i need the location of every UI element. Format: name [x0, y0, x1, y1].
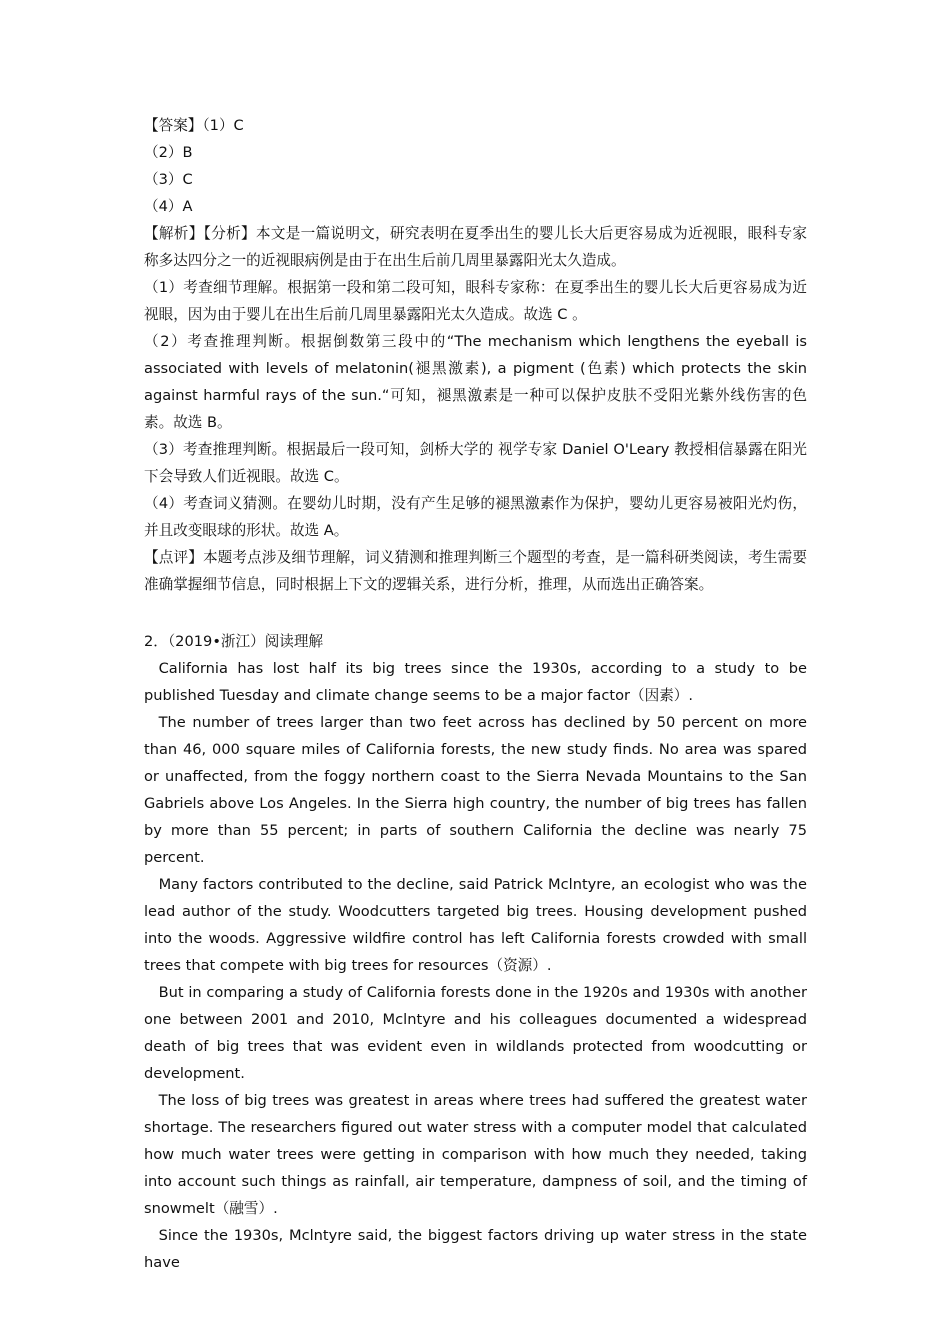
- analysis-item-1: （1）考查细节理解。根据第一段和第二段可知，眼科专家称：在夏季出生的婴儿长大后更容易成为近视眼，因为由于婴儿在出生后前几周里暴露阳光太久造成。故选 C 。: [144, 279, 807, 323]
- passage-paragraph-1: California has lost half its big trees since the 1930s, according to a study to be published Tuesday and climate change seems to be a major factor（因素）.: [144, 660, 807, 704]
- section-spacer: [144, 598, 807, 628]
- passage-paragraph-5: The loss of big trees was greatest in areas where trees had suffered the greatest water shortage. The researchers figured out water stress with a computer model that calculated how much water trees were getting in comparison with how much they needed, taking into account such things as rainfall, air temperature, dampness of soil, and the timing of snowmelt（融雪）.: [144, 1092, 807, 1217]
- analysis-paragraph: 【解析】【分析】本文是一篇说明文，研究表明在夏季出生的婴儿长大后更容易成为近视眼，眼科专家称多达四分之一的近视眼病例是由于在出生后前几周里暴露阳光太久造成。: [144, 225, 807, 269]
- analysis-item-4: （4）考查词义猜测。在婴幼儿时期，没有产生足够的褪黑激素作为保护，婴幼儿更容易被阳光灼伤，并且改变眼球的形状。故选 A。: [144, 495, 807, 539]
- question-heading: 2．（2019•浙江）阅读理解: [144, 633, 324, 650]
- passage-paragraph-2: The number of trees larger than two feet across has declined by 50 percent on more than 46, 000 square miles of California forests, the new study finds. No area was spared or unaffected, from the foggy northern coast to the Sierra Nevada Mountains to the San Gabriels above Los Angeles. In the Sierra high country, the number of big trees has fallen by more than 55 percent; in parts of southern California the decline was nearly 75 percent.: [144, 714, 807, 866]
- document-page: [144, 112, 807, 1276]
- answer-line-1: 【答案】（1）C: [144, 117, 244, 134]
- passage-paragraph-6: Since the 1930s, Mclntyre said, the biggest factors driving up water stress in the state have: [144, 1227, 807, 1271]
- passage-paragraph-3: Many factors contributed to the decline, said Patrick Mclntyre, an ecologist who was the lead author of the study. Woodcutters targeted big trees. Housing development pushed into the woods. Aggressive wildfire control has left California forests crowded with small trees that compete with big trees for resources（资源）.: [144, 876, 807, 974]
- passage-paragraph-4: But in comparing a study of California forests done in the 1920s and 1930s with another one between 2001 and 2010, Mclntyre and his colleagues documented a widespread death of big trees that was evident even in wildlands protected from woodcutting or development.: [144, 984, 807, 1082]
- answer-line-3: （3）C: [144, 171, 193, 188]
- comment-paragraph: 【点评】本题考点涉及细节理解，词义猜测和推理判断三个题型的考查，是一篇科研类阅读，考生需要准确掌握细节信息，同时根据上下文的逻辑关系，进行分析，推理，从而选出正确答案。: [144, 549, 807, 593]
- answer-line-2: （2）B: [144, 144, 193, 161]
- answer-line-4: （4）A: [144, 198, 193, 215]
- analysis-item-3: （3）考查推理判断。根据最后一段可知，剑桥大学的 视学专家 Daniel O'Leary 教授相信暴露在阳光下会导致人们近视眼。故选 C。: [144, 441, 807, 485]
- analysis-item-2: （2）考查推理判断。根据倒数第三段中的“The mechanism which lengthens the eyeball is associated with levels of melatonin(褪黑激素), a pigment (色素) which protects the skin against harmful rays of the sun.“可知，褪黑激素是一种可以保护皮肤不受阳光紫外线伤害的色素。故选 B。: [144, 333, 807, 431]
